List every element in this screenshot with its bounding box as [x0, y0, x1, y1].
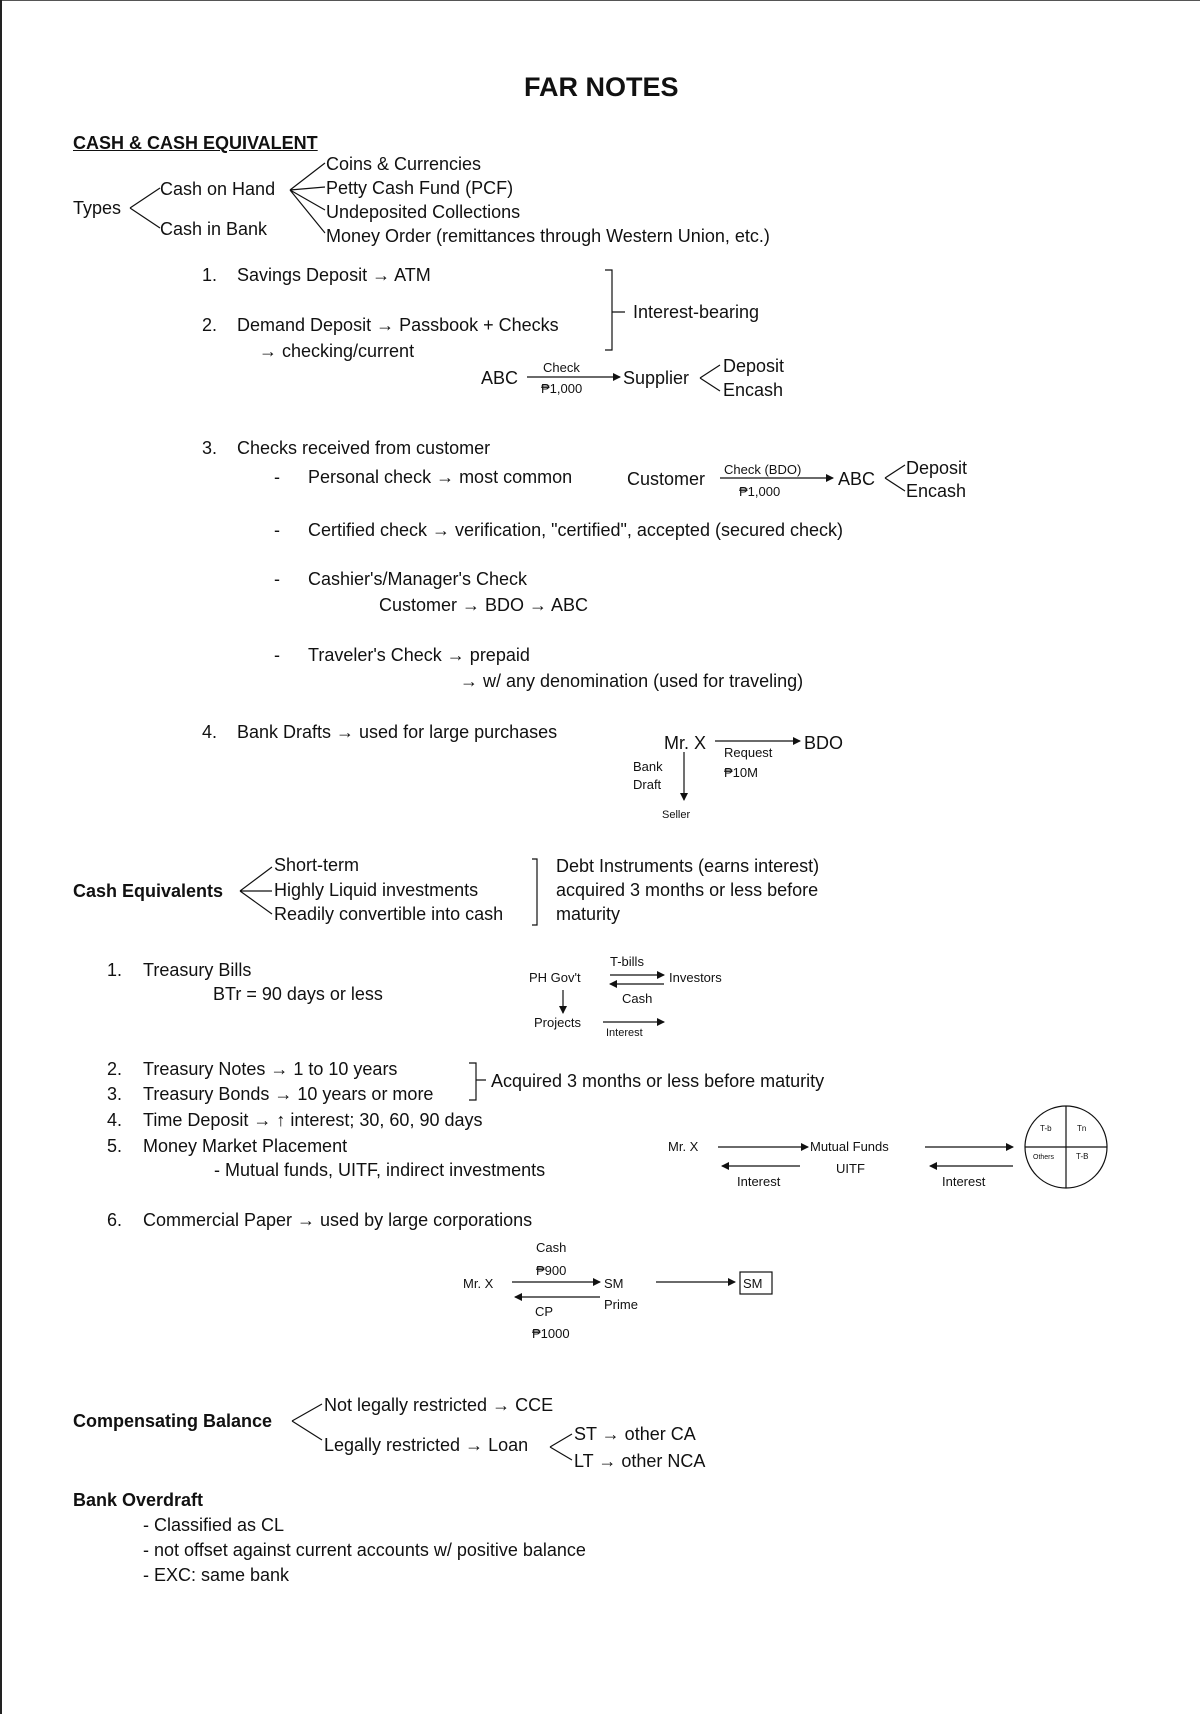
deposit-label: Deposit: [906, 458, 968, 478]
bank-drafts-text: Bank Drafts → used for large purchases: [237, 722, 558, 742]
tbills-label: T-bills: [610, 954, 644, 969]
cp-amount: ₱1000: [532, 1326, 570, 1341]
demand-deposit-sub: → checking/current: [259, 341, 415, 361]
bullet-dash: -: [274, 520, 280, 540]
mutual-funds-node: Mutual Funds: [810, 1139, 889, 1154]
list-item: Coins & Currencies: [326, 154, 482, 174]
item-number: 2.: [107, 1059, 123, 1079]
types-branch: [130, 188, 160, 228]
item-number: 3.: [202, 438, 218, 458]
uitf-label: UITF: [836, 1161, 865, 1176]
interest-label: Interest: [606, 1027, 643, 1039]
bank-label: Bank: [633, 759, 663, 774]
interest-bearing-label: Interest-bearing: [633, 302, 760, 322]
ph-govt-node: PH Gov't: [529, 970, 581, 985]
sm-node: SM: [604, 1276, 624, 1291]
supplier-node: Supplier: [623, 368, 690, 388]
ce-trait: Short-term: [274, 855, 360, 875]
projects-node: Projects: [534, 1015, 581, 1030]
list-item: - not offset against current accounts w/ positive balance: [143, 1540, 586, 1560]
item-number: 2.: [202, 315, 218, 335]
checks-received-text: Checks received from customer: [237, 438, 491, 458]
investors-node: Investors: [669, 970, 722, 985]
cp-label: CP: [535, 1304, 554, 1319]
time-deposit-text: Time Deposit → ↑ interest; 30, 60, 90 days: [143, 1110, 483, 1130]
ce-trait: Readily convertible into cash: [274, 904, 504, 924]
list-item: Petty Cash Fund (PCF): [326, 178, 514, 198]
circle-quadrant-label: T-B: [1076, 1152, 1089, 1161]
personal-check-amount: ₱1,000: [739, 484, 781, 499]
cash-in-bank-label: Cash in Bank: [160, 219, 268, 239]
loan-branch: [550, 1434, 572, 1460]
item-number: 3.: [107, 1084, 123, 1104]
debt-text: Debt Instruments (earns interest): [556, 856, 820, 876]
btr-text: BTr = 90 days or less: [213, 984, 383, 1004]
item-number: 4.: [202, 722, 218, 742]
notes-bonds-bracket: [469, 1063, 486, 1100]
request-label: Request: [724, 745, 773, 760]
cashiers-check-text: Cashier's/Manager's Check: [308, 569, 527, 589]
acquired-label: Acquired 3 months or less before maturity: [491, 1071, 825, 1091]
ce-trait: Highly Liquid investments: [274, 880, 479, 900]
section-heading-cce: CASH & CASH EQUIVALENT: [73, 133, 318, 153]
list-item: - EXC: same bank: [143, 1565, 290, 1585]
treasury-bonds-text: Treasury Bonds → 10 years or more: [143, 1084, 434, 1104]
list-item: Money Order (remittances through Western Union, etc.): [326, 226, 770, 246]
draft-amount: ₱10M: [724, 765, 758, 780]
item-number: 6.: [107, 1210, 123, 1230]
draft-label: Draft: [633, 777, 662, 792]
prime-label: Prime: [604, 1297, 638, 1312]
bullet-dash: -: [274, 467, 280, 487]
comp-branch: [292, 1404, 322, 1440]
interest-label: Interest: [942, 1174, 986, 1189]
encash-label: Encash: [906, 481, 967, 501]
bullet-dash: -: [274, 645, 280, 665]
section-heading-od: Bank Overdraft: [73, 1490, 204, 1510]
seller-node: Seller: [662, 809, 691, 821]
restricted-text: Legally restricted → Loan: [324, 1435, 529, 1455]
item-number: 1.: [107, 960, 123, 980]
savings-deposit-text: Savings Deposit → ATM: [237, 265, 431, 285]
cash-on-hand-label: Cash on Hand: [160, 179, 276, 199]
item-number: 4.: [107, 1110, 123, 1130]
deposit-label: Deposit: [723, 356, 785, 376]
ce-bracket: [532, 859, 537, 925]
list-item: Undeposited Collections: [326, 202, 521, 222]
section-heading-comp: Compensating Balance: [73, 1411, 273, 1431]
demand-deposit-text: Demand Deposit → Passbook + Checks: [237, 315, 559, 335]
check-bdo-label: Check (BDO): [724, 462, 802, 477]
ce-branch: [240, 867, 272, 914]
mrx-node: Mr. X: [664, 733, 707, 753]
interest-bracket: [605, 270, 625, 350]
certified-check-text: Certified check → verification, "certified", accepted (secured check): [308, 520, 843, 540]
bullet-dash: -: [274, 569, 280, 589]
not-restricted-text: Not legally restricted → CCE: [324, 1395, 554, 1415]
customer-node: Customer: [627, 469, 706, 489]
cash-label: Cash: [622, 991, 653, 1006]
page-title: FAR NOTES: [524, 72, 679, 102]
money-market-text: Money Market Placement: [143, 1136, 348, 1156]
personal-check-text: Personal check → most common: [308, 467, 573, 487]
check-label: Check: [543, 360, 580, 375]
item-number: 1.: [202, 265, 218, 285]
circle-quadrant-label: Tn: [1077, 1124, 1087, 1133]
st-text: ST → other CA: [574, 1424, 696, 1444]
sm-box-label: SM: [743, 1276, 763, 1291]
mrx-node: Mr. X: [668, 1139, 699, 1154]
cp-cash-label: Cash: [536, 1240, 567, 1255]
travelers-check-sub: → w/ any denomination (used for traveling): [460, 671, 804, 691]
cp-cash-amount: ₱900: [536, 1263, 567, 1278]
supplier-branch: [700, 365, 720, 391]
list-item: - Classified as CL: [143, 1515, 285, 1535]
abc-node: ABC: [481, 368, 519, 388]
section-heading-ce: Cash Equivalents: [73, 881, 224, 901]
treasury-notes-text: Treasury Notes → 1 to 10 years: [143, 1059, 398, 1079]
treasury-bills-text: Treasury Bills: [143, 960, 252, 980]
bdo-node: BDO: [804, 733, 844, 753]
personal-abc-branch: [885, 465, 905, 491]
abc-node: ABC: [838, 469, 876, 489]
money-market-sub: - Mutual funds, UITF, indirect investments: [214, 1160, 546, 1180]
interest-label: Interest: [737, 1174, 781, 1189]
encash-label: Encash: [723, 380, 784, 400]
circle-quadrant-label: Others: [1033, 1154, 1055, 1161]
cashiers-flow-text: Customer → BDO → ABC: [379, 595, 589, 615]
travelers-check-text: Traveler's Check → prepaid: [308, 645, 530, 665]
debt-text: maturity: [556, 904, 621, 924]
types-label: Types: [73, 198, 122, 218]
mrx-node: Mr. X: [463, 1276, 494, 1291]
circle-quadrant-label: T-b: [1040, 1124, 1052, 1133]
check-amount: ₱1,000: [541, 381, 583, 396]
item-number: 5.: [107, 1136, 123, 1156]
coh-branch: [290, 163, 325, 233]
lt-text: LT → other NCA: [574, 1451, 706, 1471]
debt-text: acquired 3 months or less before: [556, 880, 819, 900]
commercial-paper-text: Commercial Paper → used by large corporations: [143, 1210, 533, 1230]
